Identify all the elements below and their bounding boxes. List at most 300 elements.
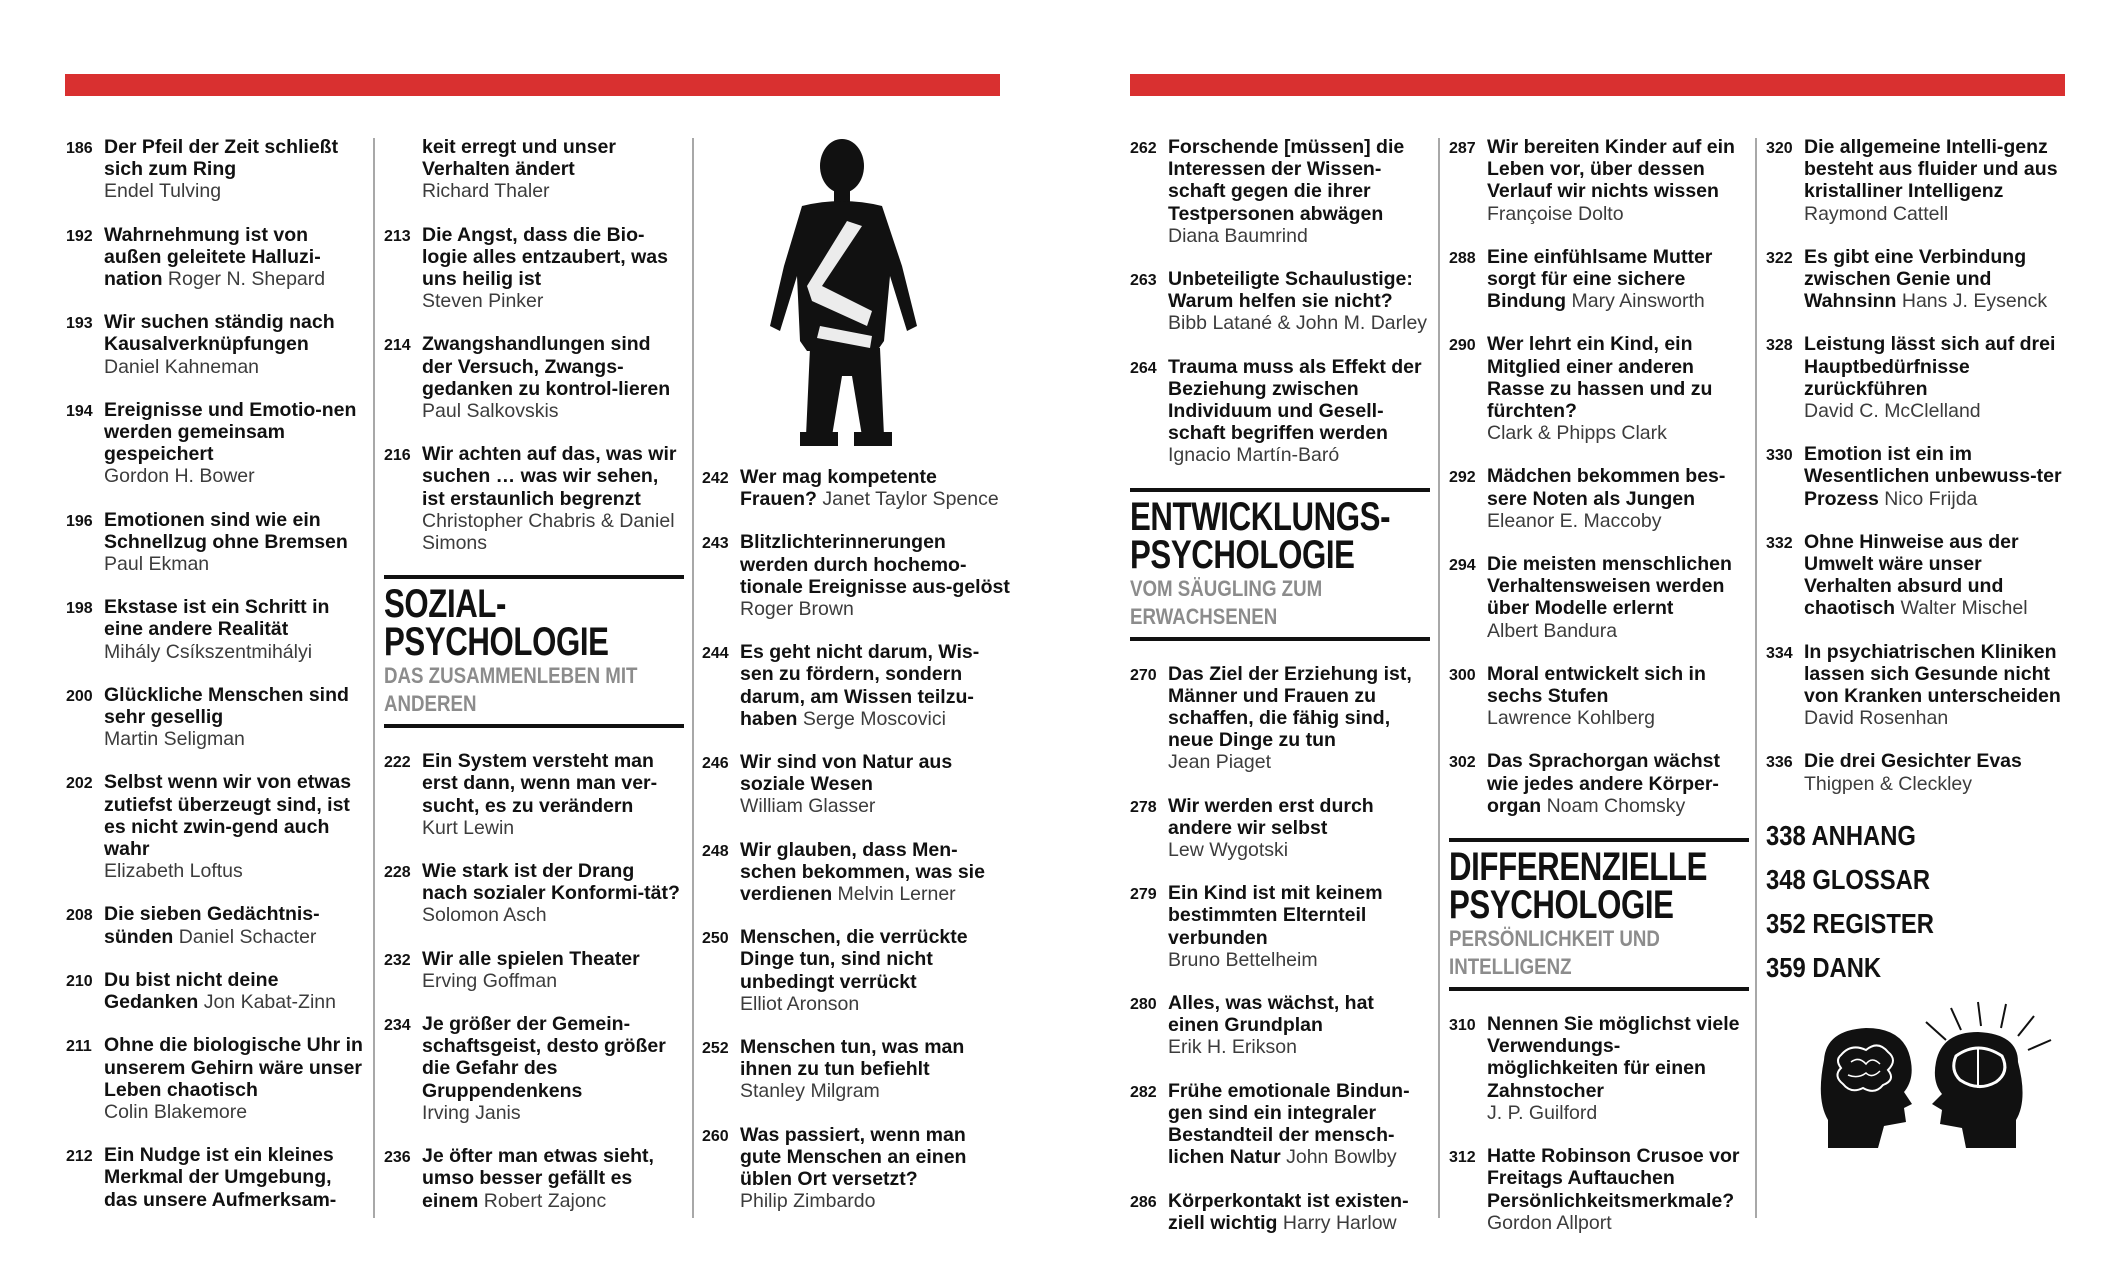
entry-title: Körperkontakt ist existen-ziell wichtig [1168, 1189, 1409, 1234]
page-number: 302 [1449, 754, 1476, 772]
entry-body [1168, 268, 1430, 335]
page-number: 328 [1766, 337, 1793, 355]
page-number: 210 [66, 972, 93, 990]
toc-entry[interactable] [1130, 795, 1430, 862]
entry-author: Daniel Schacter [178, 925, 317, 948]
entry-body [740, 531, 1012, 620]
entry-body [104, 771, 366, 882]
page-number: 312 [1449, 1149, 1476, 1167]
page-number: 202 [66, 775, 93, 793]
entry-title: Alles, was wächst, hat einen Grundplan [1168, 992, 1374, 1037]
entry-author: Mary Ainsworth [1571, 290, 1705, 313]
toc-entry[interactable] [1130, 136, 1430, 247]
page-number: 287 [1449, 140, 1476, 157]
appendix-list [1766, 814, 2066, 990]
entry-author: Elliot Aronson [740, 992, 860, 1015]
page-number: 213 [384, 227, 411, 245]
toc-entry[interactable] [66, 1034, 366, 1123]
entry-author: Christopher Chabris & Daniel Simons [422, 509, 675, 555]
page-number: 216 [384, 447, 411, 465]
person-silhouette-illustration [702, 136, 1012, 456]
page-number: 250 [702, 930, 729, 948]
entry-author: Daniel Kahneman [104, 355, 260, 378]
heads-illustration [1766, 1000, 2066, 1155]
entry-title: Wir werden erst durch andere wir selbst [1168, 794, 1374, 839]
entry-body [422, 750, 684, 839]
toc-entry[interactable] [1130, 882, 1430, 971]
page-number: 294 [1449, 557, 1476, 575]
page-number: 288 [1449, 249, 1476, 267]
entry-author: William Glasser [740, 795, 876, 818]
toc-entry[interactable] [66, 969, 366, 1013]
page-number: 286 [1130, 1193, 1157, 1211]
page-number: 222 [384, 754, 411, 772]
page-number: 322 [1766, 249, 1793, 267]
entry-body [104, 509, 366, 576]
page-number: 228 [384, 864, 411, 882]
entry-author: Kurt Lewin [422, 816, 515, 839]
entry-author: Philip Zimbardo [740, 1190, 876, 1213]
section-title: PSYCHOLOGIE [1130, 532, 1355, 577]
page-number: 320 [1766, 140, 1793, 157]
entry-title: Die allgemeine Intelli-genz besteht aus fluider und aus kristalliner Intelligenz [1804, 136, 2058, 203]
entry-title: Ekstase ist ein Schritt in eine andere Realität [104, 596, 330, 641]
toc-column-6 [1766, 136, 2066, 1155]
page-number: 278 [1130, 798, 1157, 816]
entry-title: Das Sprachorgan wächst wie jedes andere Körper-organ [1487, 750, 1720, 817]
entry-title: Eine einfühlsame Mutter sorgt für eine sichere Bindung [1487, 245, 1713, 313]
entry-author: Melvin Lerner [837, 883, 956, 906]
entry-body [1168, 136, 1430, 247]
entry-title: Hatte Robinson Crusoe vor Freitags Auftauchen Persönlichkeitsmerkmale? [1487, 1145, 1740, 1212]
toc-entry[interactable] [1766, 333, 2066, 422]
entry-author: Richard Thaler [422, 180, 550, 203]
page-number: 264 [1130, 359, 1157, 377]
entry-body [1487, 136, 1749, 225]
entry-title: Moral entwickelt sich in sechs Stufen [1487, 662, 1706, 708]
page-number: 279 [1130, 886, 1157, 904]
section-title: DIFFERENZIELLE [1449, 845, 1708, 890]
toc-column-5 [1449, 136, 1749, 1255]
toc-entry[interactable] [1766, 246, 2066, 313]
section-header-sozialpsychologie [384, 575, 684, 728]
entry-title: Trauma muss als Effekt der Beziehung zwischen Individuum und Gesell-schaft begriffen werden [1168, 355, 1422, 445]
entry-title: Das Ziel der Erziehung ist, Männer und Frauen zu schaffen, die fähig sind, neue Dinge zu tun [1168, 662, 1412, 752]
page-number: 236 [384, 1149, 411, 1167]
entry-author: Stanley Milgram [740, 1080, 880, 1103]
entry-body [1168, 795, 1430, 862]
entry-body [740, 751, 1012, 818]
entry-body [1804, 443, 2066, 510]
page-number: 260 [702, 1127, 729, 1145]
entry-body [1804, 531, 2066, 620]
toc-column-3 [702, 136, 1012, 1233]
entry-body [1168, 1080, 1430, 1169]
entry-title: Wir suchen ständig nach Kausalverknüpfungen [104, 311, 335, 356]
toc-entry[interactable] [1766, 750, 2066, 794]
toc-entry[interactable] [1449, 750, 1749, 817]
entry-body [1804, 641, 2066, 730]
section-subtitle: PERSÖNLICHKEIT UND [1449, 926, 1660, 952]
toc-entry[interactable] [66, 596, 366, 663]
entry-body [740, 1036, 1012, 1103]
entry-author: Raymond Cattell [1804, 202, 1949, 225]
toc-entry-continuation[interactable] [422, 136, 684, 203]
entry-title: Menschen, die verrückte Dinge tun, sind nicht unbedingt verrückt [740, 926, 968, 993]
section-title: SOZIAL- [384, 582, 507, 627]
entry-body [740, 926, 1012, 1015]
entry-title: Wie stark ist der Drang nach sozialer Konformi-tät? [422, 860, 680, 905]
page-number: 262 [1130, 140, 1157, 157]
entry-title: Emotion ist ein im Wesentlichen unbewuss-ter Prozess [1804, 443, 2062, 510]
entry-body [104, 969, 366, 1013]
entry-body [104, 1144, 366, 1211]
entry-body [1804, 246, 2066, 313]
entry-title: Wer lehrt ein Kind, ein Mitglied einer anderen Rasse zu hassen und zu fürchten? [1487, 333, 1713, 423]
entry-author: Lawrence Kohlberg [1487, 707, 1656, 730]
entry-author: Roger N. Shepard [167, 268, 326, 291]
entry-title: Ereignisse und Emotio-nen werden gemeinsam gespeichert [104, 398, 357, 466]
entry-body [1487, 465, 1749, 532]
entry-body [1487, 750, 1749, 817]
entry-body [1168, 663, 1430, 774]
entry-title: Ohne die biologische Uhr in unserem Gehirn wäre unser Leben chaotisch [104, 1034, 363, 1101]
toc-entry[interactable] [66, 1144, 366, 1211]
entry-body [422, 860, 684, 927]
page-number: 334 [1766, 644, 1793, 662]
column-divider [1755, 138, 1757, 1218]
entry-author: Albert Bandura [1487, 619, 1618, 642]
entry-body [1487, 246, 1749, 313]
entry-author: Gordon H. Bower [104, 465, 255, 488]
toc-entry[interactable] [702, 926, 1012, 1015]
entry-title: Blitzlichterinnerungen werden durch hochemo-tionale Ereignisse aus-gelöst [740, 531, 1010, 598]
page-number: 186 [66, 140, 93, 157]
entry-title: Nennen Sie möglichst viele Verwendungs-möglichkeiten für einen Zahnstocher [1487, 1013, 1740, 1102]
entry-title: Forschende [müssen] die Interessen der Wissen-schaft gegen die ihrer Testpersonen abwägen [1168, 136, 1405, 225]
entry-title: Die sieben Gedächtnis-sünden [104, 903, 320, 948]
entry-author: Lew Wygotski [1168, 839, 1289, 862]
appendix-item-anhang[interactable]: 338 ANHANG [1766, 819, 1916, 851]
entry-author: Harry Harlow [1282, 1211, 1397, 1234]
entry-body [1487, 333, 1749, 444]
section-title: PSYCHOLOGIE [1449, 883, 1674, 928]
page-number: 252 [702, 1040, 729, 1058]
entry-title: Zwangshandlungen sind der Versuch, Zwangs-gedanken zu kontrol-lieren [422, 333, 671, 400]
page-number: 200 [66, 687, 93, 705]
page-number: 194 [66, 402, 93, 420]
entry-title: Je größer der Gemein-schaftsgeist, desto größer die Gefahr des Gruppendenkens [422, 1013, 666, 1102]
page-number: 280 [1130, 996, 1157, 1014]
page-number: 270 [1130, 666, 1157, 684]
entry-title: Wer mag kompetente Frauen? [740, 466, 937, 511]
section-subtitle: ANDEREN [384, 691, 477, 717]
page-number: 192 [66, 227, 93, 245]
toc-entry[interactable] [66, 771, 366, 882]
entry-author: Jon Kabat-Zinn [203, 991, 336, 1014]
page-number: 243 [702, 535, 729, 553]
entry-body [422, 333, 684, 422]
entry-title: Leistung lässt sich auf drei Hauptbedürfnisse zurückführen [1804, 333, 2056, 400]
entry-title: Die meisten menschlichen Verhaltensweisen werden über Modelle erlernt [1487, 553, 1732, 620]
page-number: 336 [1766, 754, 1793, 772]
figure-illustration [702, 136, 1012, 466]
entry-body [1168, 1190, 1430, 1234]
toc-entry[interactable] [1130, 663, 1430, 774]
entry-body [1804, 136, 2066, 225]
toc-entry[interactable] [66, 224, 366, 291]
entry-body [1804, 333, 2066, 422]
section-header-differenzielle-psychologie [1449, 838, 1749, 991]
page-number: 248 [702, 842, 729, 860]
page-number: 330 [1766, 447, 1793, 465]
page-number: 292 [1449, 469, 1476, 487]
section-subtitle: DAS ZUSAMMENLEBEN MIT [384, 663, 638, 689]
entry-title: Wahrnehmung ist von außen geleitete Halluzi-nation [104, 223, 321, 291]
toc-entry[interactable] [702, 1036, 1012, 1103]
entry-body [104, 1034, 366, 1123]
toc-entry[interactable] [702, 466, 1012, 510]
entry-body [1487, 553, 1749, 642]
toc-entry[interactable] [66, 509, 366, 576]
section-header-entwicklungspsychologie [1130, 488, 1430, 641]
toc-entry[interactable] [1766, 531, 2066, 620]
entry-body [104, 596, 366, 663]
entry-title: Frühe emotionale Bindun-gen sind ein integraler Bestandteil der mensch-lichen Natur [1168, 1079, 1410, 1169]
toc-entry[interactable] [384, 1145, 684, 1212]
entry-body [422, 1145, 684, 1212]
right-page-header-bar [1130, 74, 2065, 96]
toc-column-1 [66, 136, 366, 1232]
entry-body [422, 224, 684, 313]
entry-title: Die Angst, dass die Bio-logie alles entzaubert, was uns heilig ist [422, 223, 668, 291]
entry-title: Die drei Gesichter Evas [1804, 750, 2022, 773]
column-divider [373, 138, 375, 1218]
entry-title: keit erregt und unser Verhalten ändert [422, 136, 616, 181]
toc-entry[interactable] [1130, 268, 1430, 335]
entry-title: Unbeteiligte Schaulustige: Warum helfen sie nicht? [1168, 268, 1413, 313]
entry-body [1168, 356, 1430, 467]
entry-title: Es gibt eine Verbindung zwischen Genie und Wahnsinn [1804, 245, 2027, 313]
toc-entry[interactable] [384, 860, 684, 927]
entry-body [740, 641, 1012, 730]
entry-title: Es geht nicht darum, Wis-sen zu fördern, sondern darum, am Wissen teilzu-haben [740, 641, 980, 730]
entry-author: Solomon Asch [422, 904, 547, 927]
entry-title: Der Pfeil der Zeit schließt sich zum Ring [104, 136, 339, 181]
page-number: 300 [1449, 666, 1476, 684]
toc-column-4 [1130, 136, 1430, 1255]
appendix-item-glossar[interactable]: 348 GLOSSAR [1766, 863, 1931, 895]
toc-entry[interactable] [66, 684, 366, 751]
toc-entry[interactable] [384, 224, 684, 313]
toc-entry[interactable] [1766, 443, 2066, 510]
toc-entry[interactable] [384, 443, 684, 554]
entry-author: Martin Seligman [104, 728, 245, 751]
toc-entry[interactable] [702, 531, 1012, 620]
entry-title: Ein Nudge ist ein kleines Merkmal der Umgebung, das unsere Aufmerksam- [104, 1144, 337, 1211]
entry-author: Bruno Bettelheim [1168, 948, 1318, 971]
entry-author: Endel Tulving [104, 180, 222, 203]
entry-body [1168, 882, 1430, 971]
entry-author: Irving Janis [422, 1101, 521, 1124]
entry-title: Glückliche Menschen sind sehr gesellig [104, 683, 349, 729]
entry-author: Steven Pinker [422, 290, 544, 313]
entry-body [104, 311, 366, 378]
toc-entry[interactable] [66, 136, 366, 203]
entry-body [1487, 663, 1749, 730]
page-number: 214 [384, 337, 411, 355]
toc-column-2 [384, 136, 684, 1233]
page-number: 282 [1130, 1083, 1157, 1101]
toc-entry[interactable] [1449, 553, 1749, 642]
toc-entry[interactable] [1130, 1080, 1430, 1169]
section-title: ENTWICKLUNGS- [1130, 494, 1391, 539]
two-heads-illustration [1766, 1000, 2056, 1150]
entry-body [740, 1124, 1012, 1213]
entry-author: Clark & Phipps Clark [1487, 422, 1667, 445]
page-number: 198 [66, 600, 93, 618]
entry-title: Was passiert, wenn man gute Menschen an einen üblen Ort versetzt? [740, 1123, 967, 1191]
entry-author: Colin Blakemore [104, 1100, 248, 1123]
entry-body [104, 136, 366, 203]
entry-author: Jean Piaget [1168, 751, 1271, 774]
entry-body [740, 839, 1012, 906]
entry-body [1487, 1013, 1749, 1124]
entry-title: Wir glauben, dass Men-schen bekommen, was sie verdienen [740, 838, 985, 906]
entry-author: Bibb Latané & John M. Darley [1168, 312, 1428, 335]
section-subtitle: VOM SÄUGLING ZUM [1130, 575, 1323, 601]
entry-author: Janet Taylor Spence [822, 488, 999, 511]
entry-author: David Rosenhan [1804, 707, 1949, 730]
left-page-header-bar [65, 74, 1000, 96]
entry-author: Hans J. Eysenck [1901, 290, 2048, 313]
column-divider [1438, 138, 1440, 1218]
entry-title: Je öfter man etwas sieht, umso besser gefällt es einem [422, 1145, 654, 1212]
entry-author: Eleanor E. Maccoby [1487, 509, 1662, 532]
toc-entry[interactable] [1130, 992, 1430, 1059]
page-number: 310 [1449, 1017, 1476, 1035]
entry-author: Noam Chomsky [1546, 794, 1686, 817]
toc-entry[interactable] [1449, 663, 1749, 730]
entry-author: Roger Brown [740, 598, 854, 621]
entry-author: Elizabeth Loftus [104, 860, 243, 883]
section-subtitle: ERWACHSENEN [1130, 603, 1278, 629]
toc-entry[interactable] [702, 1124, 1012, 1213]
entry-title: Ohne Hinweise aus der Umwelt wäre unser Verhalten absurd und chaotisch [1804, 530, 2019, 620]
entry-body [104, 903, 366, 947]
toc-entry[interactable] [66, 311, 366, 378]
entry-title: Wir alle spielen Theater [422, 947, 640, 970]
toc-entry[interactable] [1766, 136, 2066, 225]
appendix-item-dank[interactable]: 359 DANK [1766, 951, 1882, 983]
appendix-item-register[interactable]: 352 REGISTER [1766, 907, 1934, 939]
entry-author: Walter Mischel [1900, 597, 2028, 620]
toc-entry[interactable] [1130, 356, 1430, 467]
page-number: 332 [1766, 534, 1793, 552]
entry-author: Thigpen & Cleckley [1804, 772, 1972, 795]
page-number: 242 [702, 470, 729, 487]
entry-title: Emotionen sind wie ein Schnellzug ohne Bremsen [104, 508, 348, 553]
entry-author: Mihály Csíkszentmihályi [104, 640, 313, 663]
page-number: 263 [1130, 272, 1157, 290]
toc-entry[interactable] [1449, 246, 1749, 313]
section-subtitle: INTELLIGENZ [1449, 954, 1572, 980]
toc-entry[interactable] [384, 333, 684, 422]
entry-author: Paul Ekman [104, 553, 210, 576]
toc-entry[interactable] [702, 641, 1012, 730]
section-title: PSYCHOLOGIE [384, 620, 609, 665]
entry-author: Erik H. Erikson [1168, 1036, 1297, 1059]
toc-entry[interactable] [66, 399, 366, 488]
toc-entry[interactable] [702, 839, 1012, 906]
toc-entry[interactable] [1766, 641, 2066, 730]
toc-entry[interactable] [1449, 136, 1749, 225]
entry-body [1804, 750, 2066, 794]
entry-title: Wir achten auf das, was wir suchen … was wir sehen, ist erstaunlich begrenzt [422, 443, 677, 510]
entry-title: Ein Kind ist mit keinem bestimmten Elternteil verbunden [1168, 882, 1383, 949]
entry-body [104, 684, 366, 751]
page-number: 196 [66, 512, 93, 530]
toc-entry[interactable] [1449, 333, 1749, 444]
toc-entry[interactable] [1449, 1013, 1749, 1124]
page-number: 290 [1449, 337, 1476, 355]
entry-author: Serge Moscovici [802, 707, 946, 730]
entry-title: Du bist nicht deine Gedanken [104, 968, 279, 1014]
page-number: 208 [66, 907, 93, 925]
entry-body [422, 948, 684, 992]
entry-body [104, 224, 366, 291]
toc-entry[interactable] [384, 750, 684, 839]
entry-author: Gordon Allport [1487, 1211, 1612, 1234]
toc-entry[interactable] [1449, 1145, 1749, 1234]
entry-body [1487, 1145, 1749, 1234]
page-number: 244 [702, 645, 729, 663]
entry-author: David C. McClelland [1804, 400, 1981, 423]
toc-entry[interactable] [1449, 465, 1749, 532]
toc-entry[interactable] [384, 948, 684, 992]
entry-title: Ein System versteht man erst dann, wenn man ver-sucht, es zu verändern [422, 750, 658, 817]
page-number: 212 [66, 1148, 93, 1166]
entry-body [422, 1013, 684, 1124]
entry-title: Selbst wenn wir von etwas zutiefst überzeugt sind, ist es nicht zwin-gend auch wahr [104, 771, 352, 861]
page-number: 232 [384, 951, 411, 969]
page-number: 211 [66, 1038, 92, 1056]
entry-title: Wir bereiten Kinder auf ein Leben vor, über dessen Verlauf wir nichts wissen [1487, 136, 1735, 203]
entry-author: J. P. Guilford [1487, 1101, 1598, 1124]
toc-entry[interactable] [1130, 1190, 1430, 1234]
entry-body [740, 466, 1012, 510]
entry-author: Ignacio Martín-Baró [1168, 444, 1340, 467]
entry-title: Mädchen bekommen bes-sere Noten als Jungen [1487, 465, 1726, 510]
column-divider [692, 138, 694, 1218]
entry-body [1168, 992, 1430, 1059]
entry-author: Paul Salkovskis [422, 400, 559, 423]
entry-author: Françoise Dolto [1487, 202, 1624, 225]
toc-entry[interactable] [384, 1013, 684, 1124]
page-number: 193 [66, 315, 93, 333]
toc-entry[interactable] [66, 903, 366, 947]
entry-author: Diana Baumrind [1168, 224, 1308, 247]
toc-entry[interactable] [702, 751, 1012, 818]
entry-body [104, 399, 366, 488]
entry-author: Nico Frijda [1884, 487, 1978, 510]
page-number: 234 [384, 1017, 411, 1035]
entry-author: John Bowlby [1286, 1146, 1397, 1169]
entry-title: Wir sind von Natur aus soziale Wesen [740, 751, 953, 796]
entry-title: In psychiatrischen Kliniken lassen sich Gesunde nicht von Kranken unterscheiden [1804, 640, 2061, 708]
page-number: 246 [702, 755, 729, 773]
entry-author: Robert Zajonc [483, 1189, 607, 1212]
